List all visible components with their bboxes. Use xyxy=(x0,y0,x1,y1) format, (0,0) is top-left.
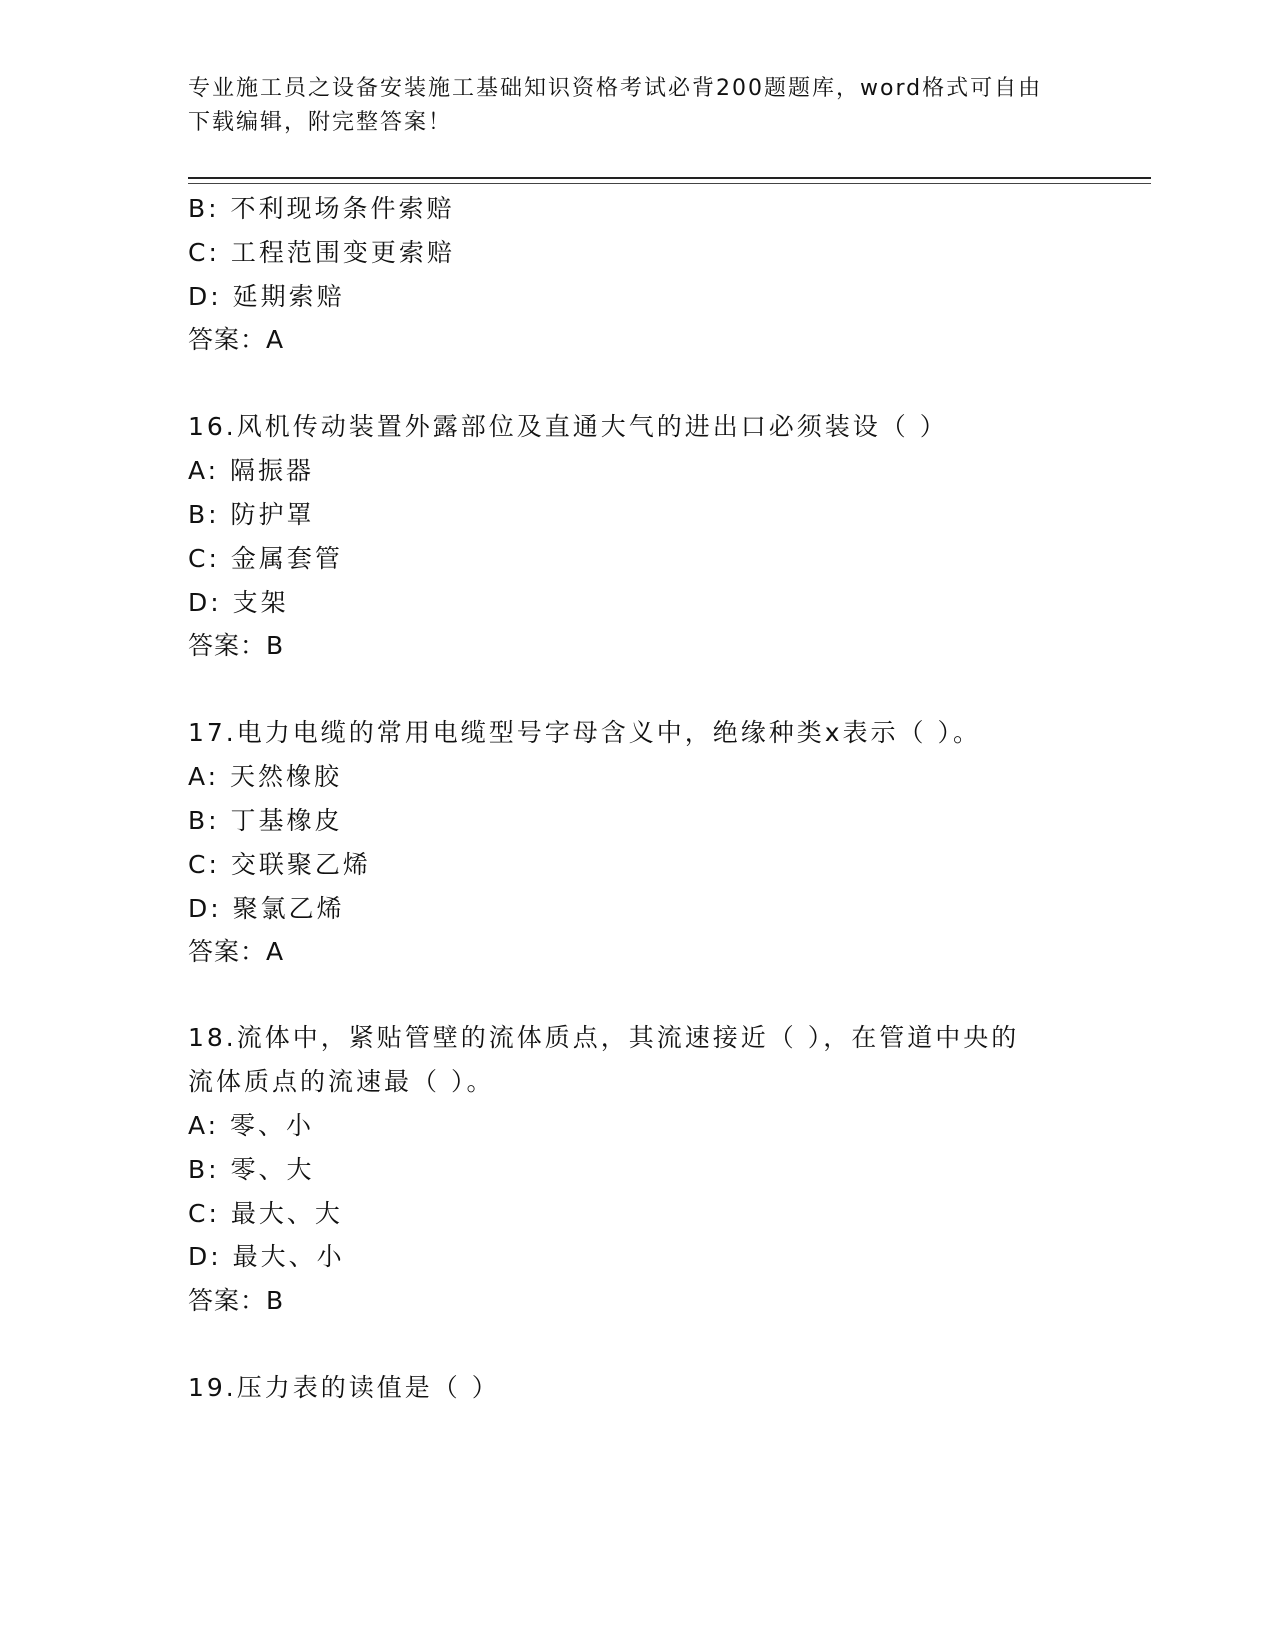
header-divider-thin xyxy=(188,183,1151,184)
q16-option-a: A: 隔振器 xyxy=(188,456,315,485)
q15-answer: 答案：A xyxy=(188,325,285,354)
q16-option-d: D: 支架 xyxy=(188,588,289,617)
header-line-2: 下载编辑，附完整答案！ xyxy=(188,110,453,135)
q18-option-b: B: 零、大 xyxy=(188,1155,315,1184)
q17-question: 17.电力电缆的常用电缆型号字母含义中，绝缘种类x表示（ ）。 xyxy=(188,718,982,747)
q18-question-line-1: 18.流体中，紧贴管壁的流体质点，其流速接近（ ），在管道中央的 xyxy=(188,1023,1020,1052)
document-header xyxy=(188,72,1068,140)
q17-option-c: C: 交联聚乙烯 xyxy=(188,850,371,879)
q17-answer: 答案：A xyxy=(188,937,285,966)
header-line-1: 专业施工员之设备安装施工基础知识资格考试必背200题题库，word格式可自由 xyxy=(188,76,1043,101)
q16-option-c: C: 金属套管 xyxy=(188,544,343,573)
q18-option-a: A: 零、小 xyxy=(188,1111,315,1140)
header-divider-thick xyxy=(188,177,1151,179)
q18-answer: 答案：B xyxy=(188,1286,285,1315)
q16-question: 16.风机传动装置外露部位及直通大气的进出口必须装设（ ） xyxy=(188,412,948,441)
q18-option-c: C: 最大、大 xyxy=(188,1199,343,1228)
q17-option-b: B: 丁基橡皮 xyxy=(188,806,343,835)
q18-question-line-2: 流体质点的流速最（ ）。 xyxy=(188,1067,495,1096)
q17-option-a: A: 天然橡胶 xyxy=(188,762,343,791)
q15-option-b: B: 不利现场条件索赔 xyxy=(188,194,455,223)
q16-answer: 答案：B xyxy=(188,631,285,660)
q15-option-c: C: 工程范围变更索赔 xyxy=(188,238,455,267)
q18-option-d: D: 最大、小 xyxy=(188,1242,345,1271)
q15-option-d: D: 延期索赔 xyxy=(188,282,345,311)
q16-option-b: B: 防护罩 xyxy=(188,500,315,529)
q17-option-d: D: 聚氯乙烯 xyxy=(188,894,345,923)
q19-question: 19.压力表的读值是（ ） xyxy=(188,1373,500,1402)
